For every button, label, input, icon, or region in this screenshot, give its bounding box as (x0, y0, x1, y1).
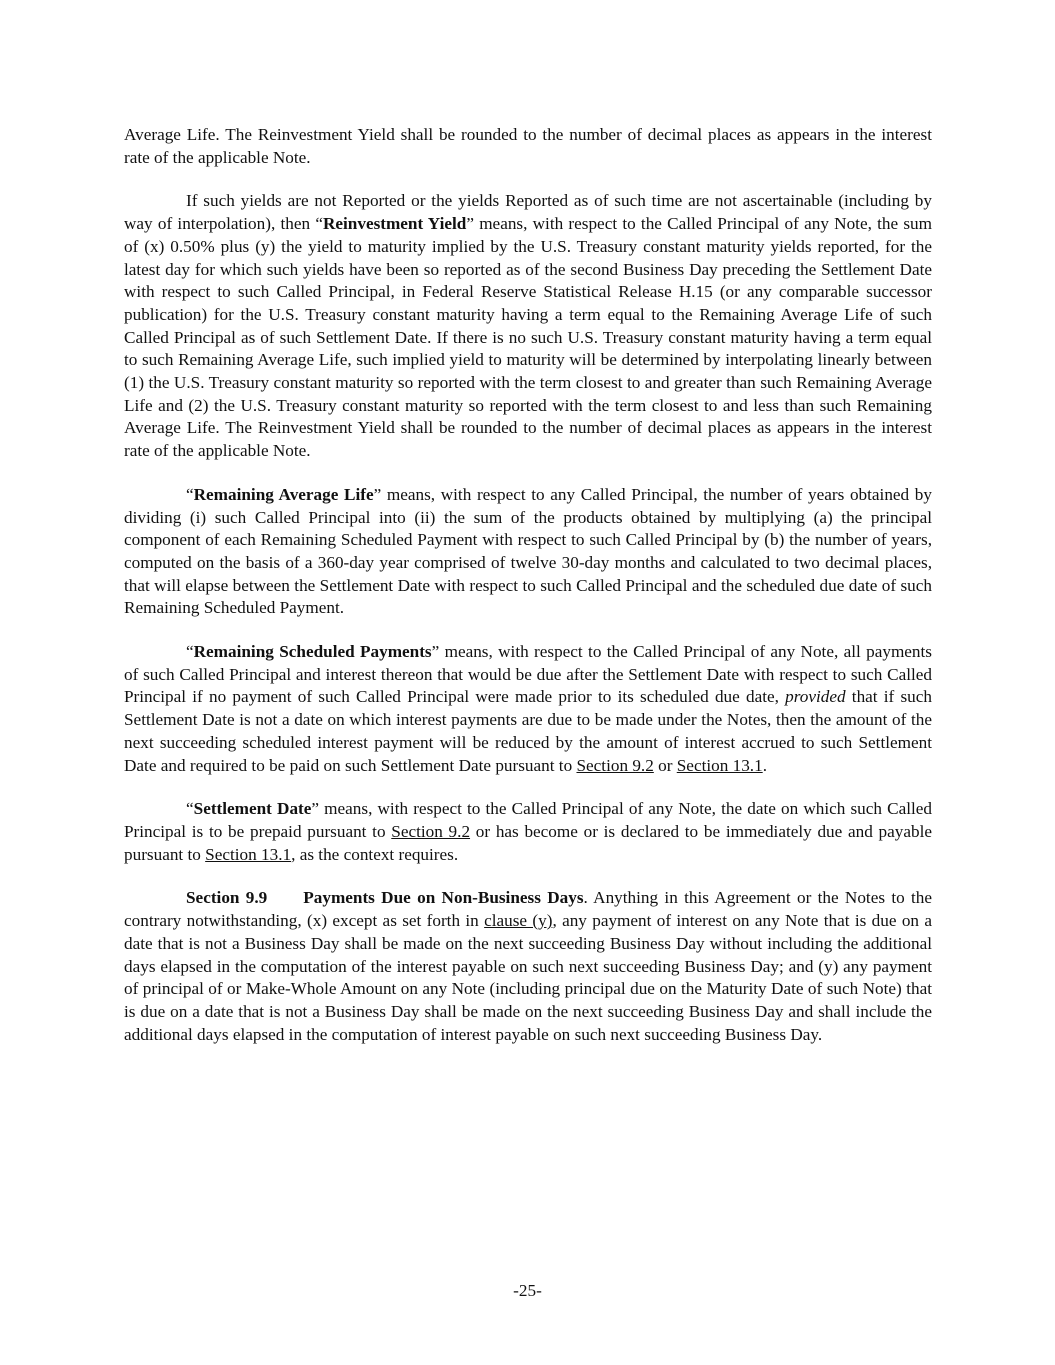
defined-term: Reinvestment Yield (322, 214, 467, 234)
section-9-9-paragraph (124, 887, 932, 1046)
paragraph-text: that if such Settlement Date is not a date on which interest payments are due to be made under the Notes, then the amount of the next succeeding scheduled interest payment will be reduced by the amount of interest accrued to such Settlement Date and required to be paid on such Settlement Date pursuant to (124, 687, 932, 775)
paragraph-text: ” means, with respect to the Called Principal of any Note, the date on which such Called Principal is to be prepaid pursuant to (124, 799, 932, 841)
paragraph-text: ” means, with respect to the Called Principal of any Note, the sum of (x) 0.50% plus (y) the yield to maturity implied by the U.S. Treasury constant maturity yields reported, for the latest day for which such yields have been so reported as of the second Business Day preceding the Settlement Date with respect to such Called Principal, in Federal Reserve Statistical Release H.15 (or any comparable successor publication) for the U.S. Treasury constant maturity having a term equal to the Remaining Average Life of such Called Principal as of such Settlement Date. If there is no such U.S. Treasury constant maturity having a term equal to such Remaining Average Life, such implied yield to maturity will be determined by interpolating linearly between (1) the U.S. Treasury constant maturity so reported with the term closest to and greater than such Remaining Average Life and (2) the U.S. Treasury constant maturity so reported with the term closest to and less than such Remaining Average Life. The Reinvestment Yield shall be rounded to the number of decimal places as appears in the interest rate of the applicable Note. (124, 214, 932, 461)
paragraph-text: Average Life. The Reinvestment Yield shall be rounded to the number of decimal places as appears in the interest rate of the applicable Note. (124, 125, 932, 167)
section-number: Section 9.9 (186, 888, 268, 908)
section-reference-link: Section 13.1 (205, 844, 292, 864)
paragraph-remaining-average-life-definition (124, 484, 932, 620)
defined-term: Remaining Scheduled Payments (193, 642, 432, 662)
paragraph-text: “ (186, 799, 194, 819)
section-reference-link: Section 9.2 (576, 755, 654, 775)
section-heading: Payments Due on Non-Business Days (303, 888, 584, 908)
paragraph-text: or (653, 755, 677, 775)
clause-reference-link: clause (y) (484, 911, 553, 931)
italic-proviso: provided (785, 687, 846, 707)
defined-term: Settlement Date (193, 799, 312, 819)
page-number: -25- (513, 1281, 542, 1300)
section-reference-link: Section 9.2 (391, 821, 471, 841)
paragraph-text: , any payment of interest on any Note that is due on a date that is not a Business Day shall be made on the next succeeding Business Day without including the additional days elapsed in the computation of the interest payable on such next succeeding Business Day; and (y) any payment of principal of or Make-Whole Amount on any Note (including principal due on the Maturity Date of such Note) that is due on a date that is not a Business Day shall be made on the next succeeding Business Day and shall include the additional days elapsed in the computation of interest payable on such next succeeding Business Day. (124, 911, 932, 1044)
paragraph-text: or has become or is declared to be immediately due and payable pursuant to (124, 821, 932, 864)
paragraph-text: “ (186, 642, 194, 662)
section-reference-link: Section 13.1 (676, 755, 763, 775)
paragraph-text: ” means, with respect to the Called Principal of any Note, all payments of such Called Principal and interest thereon that would be due after the Settlement Date with respect to such Called Principal if no payment of such Called Principal were made prior to its scheduled due date, (124, 642, 932, 707)
paragraph-text: “ (186, 484, 194, 504)
paragraph-text: If such yields are not Reported or the yields Reported as of such time are not ascertainable (including by way of interpolation), then “ (124, 191, 932, 234)
paragraph-text: , as the context requires. (291, 844, 459, 864)
paragraph-reinvestment-yield-definition (124, 190, 932, 462)
paragraph-text: . (762, 755, 767, 775)
paragraph-average-life-continued (124, 124, 932, 169)
paragraph-text: ” means, with respect to any Called Principal, the number of years obtained by dividing (i) such Called Principal into (ii) the sum of the products obtained by multiplying (a) the principal component of each Remaining Scheduled Payment with respect to such Called Principal by (b) the number of years, computed on the basis of a 360-day year comprised of twelve 30-day months and calculated to two decimal places, that will elapse between the Settlement Date with respect to such Called Principal and the scheduled due date of such Remaining Scheduled Payment. (124, 484, 932, 618)
paragraph-remaining-scheduled-payments-definition (124, 641, 932, 777)
paragraph-text: . Anything in this Agreement or the Notes to the contrary notwithstanding, (x) except as set forth in (124, 888, 933, 931)
document-page (124, 124, 932, 1067)
paragraph-settlement-date-definition (124, 798, 932, 866)
defined-term: Remaining Average Life (193, 484, 374, 504)
